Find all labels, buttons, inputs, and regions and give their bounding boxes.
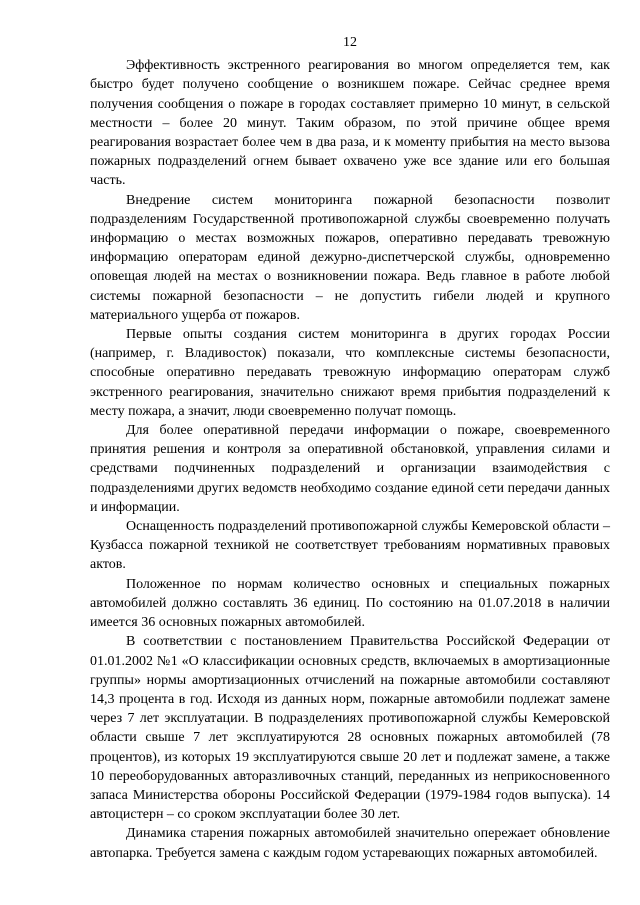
paragraph-response-time: Эффективность экстренного реагирования во многом определяется тем, как быстро будет получено сообщение о возникшем пожаре. Сейчас среднее время получения сообщения о пожаре в городах составляет примерно 10 минут, в сельской местности – более 20 минут. Таким образом, по этой причине общее время реагирования возрастает более чем в два раза, и к моменту прибытия на место вызова пожарных подразделений огнем бывает охвачено уже все здание или его большая часть. [90,58,610,189]
paragraph-data-network: Для более оперативной передачи информации о пожаре, своевременного принятия решения и контроля за оперативной обстановкой, управления силами и средствами подчиненных подразделений и организации взаимодействия с подразделениями других ведомств необходимо создание единой сети передачи данных и информации. [90,423,610,515]
paragraph-monitoring-systems: Внедрение систем мониторинга пожарной безопасности позволит подразделениям Государственной противопожарной службы своевременно получать информацию о местах возможных пожаров, оперативно передавать тревожную информацию операторам единой дежурно-диспетчерской службы, одновременно оповещая людей на местах о возникновении пожара. Ведь главное в работе любой системы пожарной безопасности – не допустить гибели людей и крупного материального ущерба от пожаров. [90,192,610,323]
paragraph-vladivostok-experience: Первые опыты создания систем мониторинга в других городах России (например, г. Владивосток) показали, что комплексные системы безопасности, способные оперативно передавать тревожную информацию операторам служб экстренного реагирования, значительно снижают время прибытия подразделений к месту пожара, а значит, люди своевременно получат помощь. [90,327,610,419]
paragraph-depreciation: В соответствии с постановлением Правительства Российской Федерации от 01.01.2002 №1 «О классификации основных средств, включаемых в амортизационные группы» нормы амортизационных отчислений на пожарные автомобили составляют 14,3 процента в год. Исходя из данных норм, пожарные автомобили подлежат замене через 7 лет эксплуатации. В подразделениях противопожарной службы Кемеровской области свыше 7 лет эксплуатируются 28 основных пожарных автомобилей (78 процентов), из которых 19 эксплуатируются свыше 20 лет и подлежат замене, а также 10 переоборудованных авторазливочных станций, переданных из неприкосновенного запаса Министерства обороны Российской Федерации (1979-1984 годов выпуска). 14 автоцистерн – со сроком эксплуатации более 30 лет. [90,634,610,823]
paragraph-vehicle-norms: Положенное по нормам количество основных и специальных пожарных автомобилей должно составлять 36 единиц. По состоянию на 01.07.2018 в наличии имеется 36 основных пожарных автомобилей. [90,576,610,631]
document-page [90,33,610,863]
page-number: 12 [343,35,357,50]
paragraph-equipment-status: Оснащенность подразделений противопожарной службы Кемеровской области – Кузбасса пожарной техникой не соответствует требованиям нормативных правовых актов. [90,519,610,573]
paragraph-fleet-aging: Динамика старения пожарных автомобилей значительно опережает обновление автопарка. Требуется замена с каждым годом устаревающих пожарных автомобилей. [90,826,610,861]
